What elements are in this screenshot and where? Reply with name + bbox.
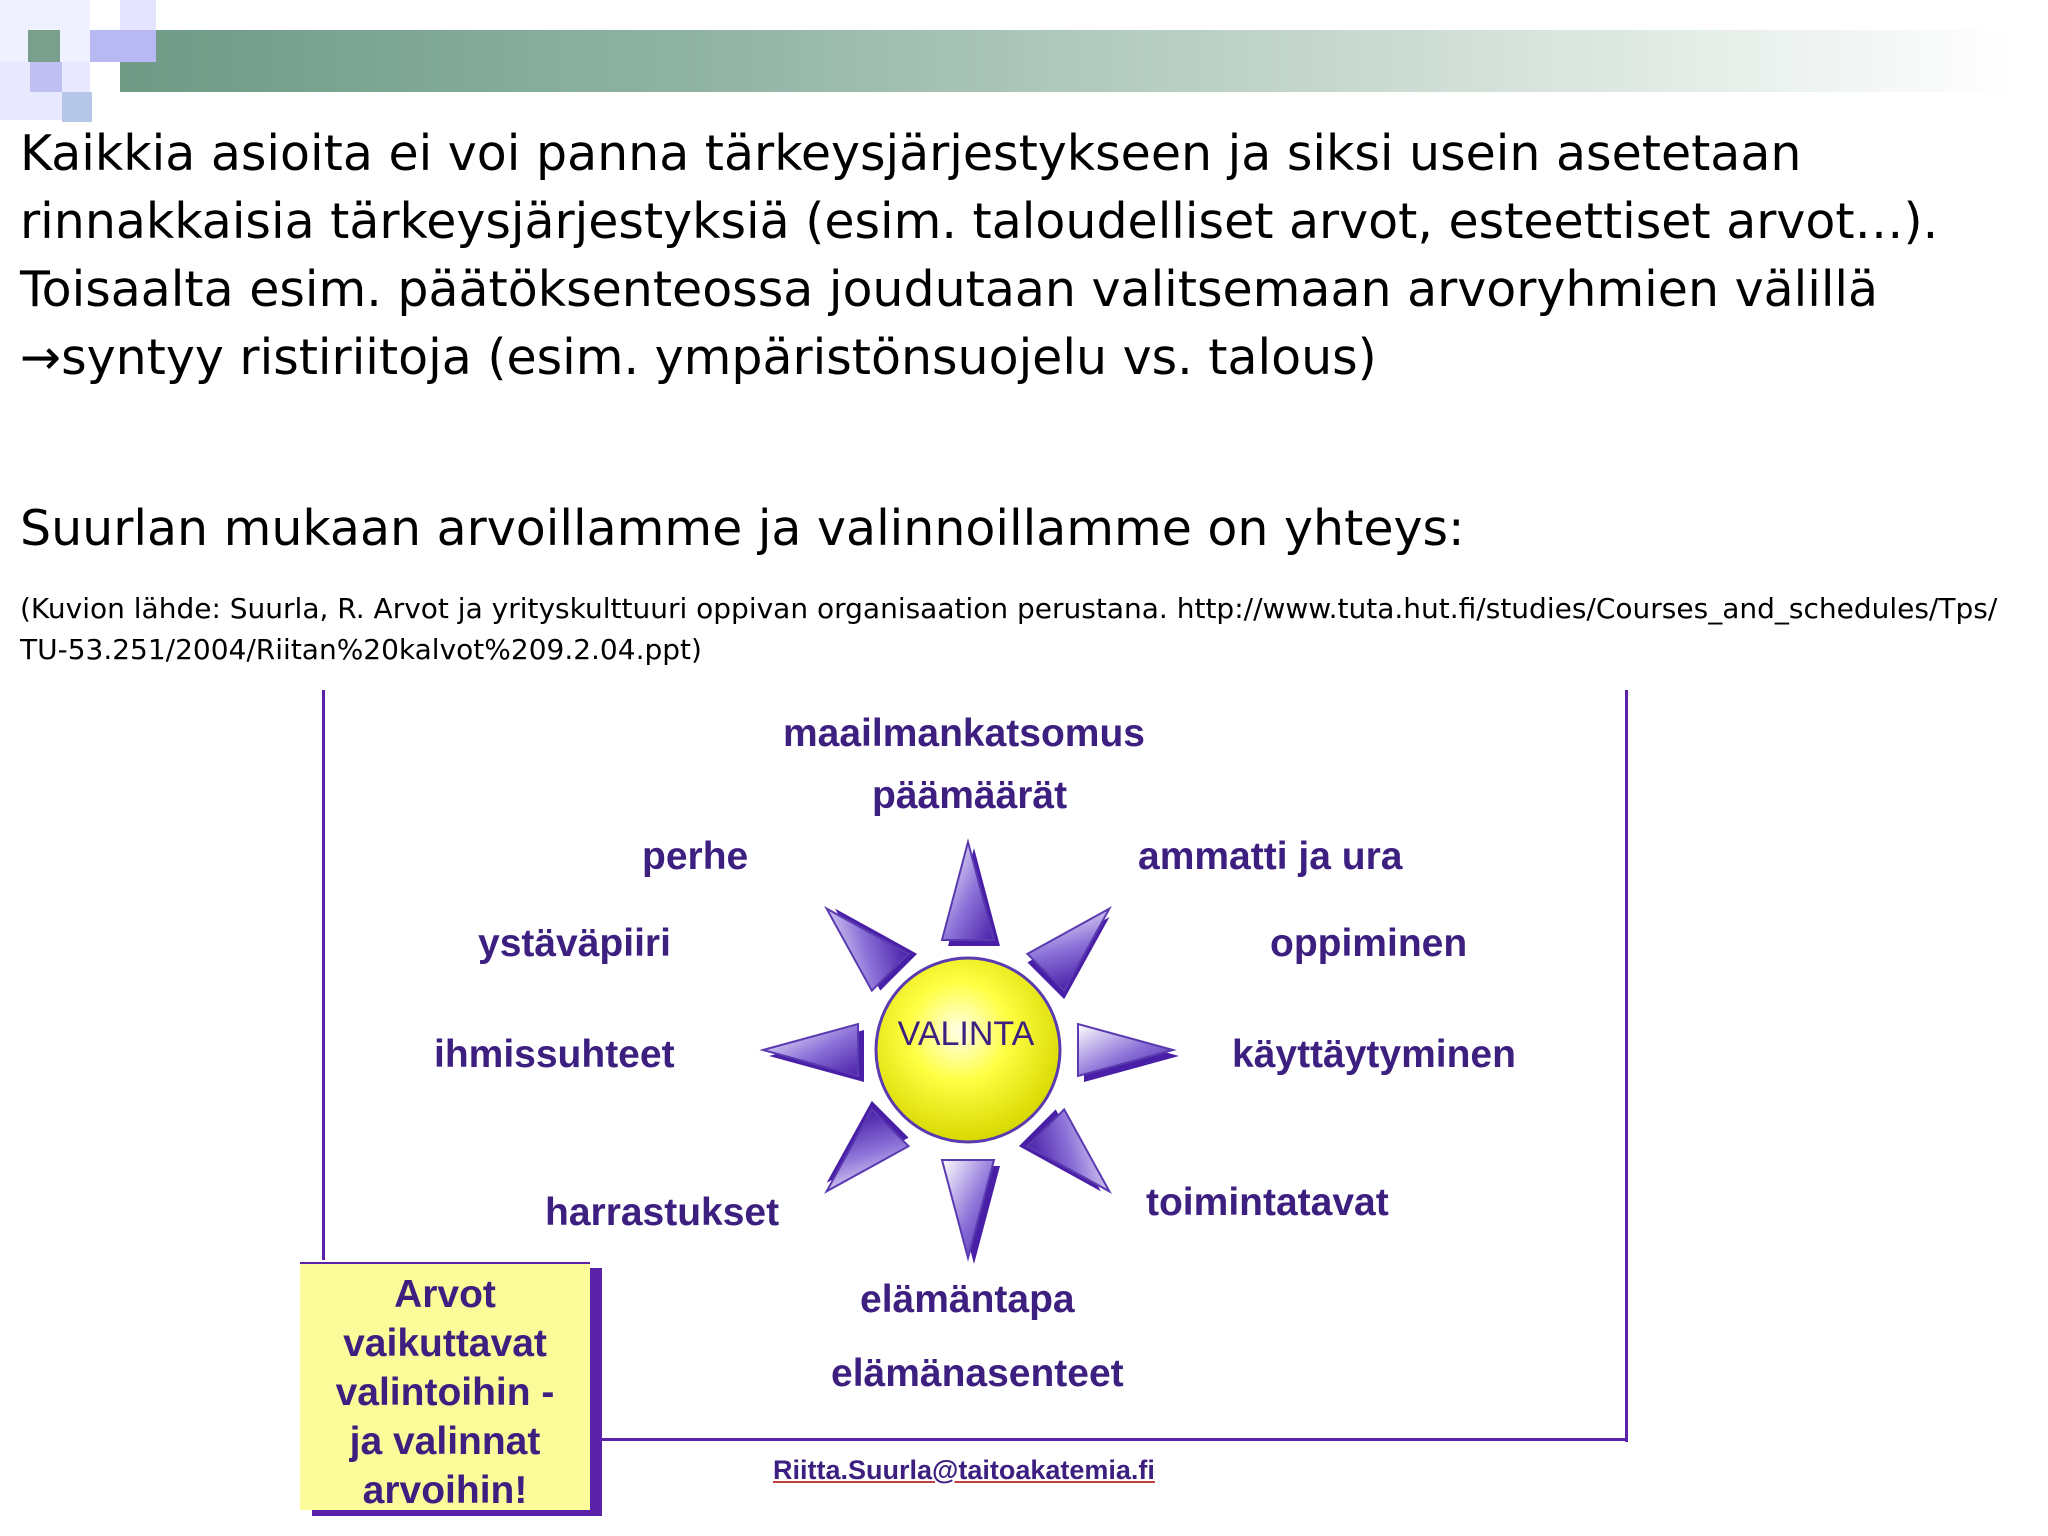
- arrow-symbol: →: [20, 329, 62, 386]
- ray-down-right: [1019, 1105, 1128, 1214]
- word-oppiminen: oppiminen: [1270, 922, 1468, 965]
- word-harrastukset: harrastukset: [545, 1191, 780, 1234]
- ray-up: [942, 842, 1000, 946]
- source-line-1: (Kuvion lähde: Suurla, R. Arvot ja yrityskulttuuri oppivan organisaation perustana. http://www.tuta.hut.fi/studies/Courses_and_schedules/Tps/: [20, 592, 1998, 625]
- author-email-link[interactable]: Riitta.Suurla@taitoakatemia.fi: [773, 1455, 1155, 1485]
- word-toimintatavat: toimintatavat: [1146, 1181, 1389, 1224]
- callout-line-3: valintoihin -: [335, 1371, 555, 1414]
- paragraph-text: Kaikkia asioita ei voi panna tärkeysjärjestykseen ja siksi usein asetetaan rinnakkaisia tärkeysjärjestyksiä (esim. taloudelliset arvot, esteettiset arvot…). Toisaalta esim. päätöksenteossa joudutaan valitsemaan arvoryhmien välillä: [20, 125, 1939, 318]
- ray-right: [1078, 1024, 1179, 1082]
- callout-line-1: Arvot: [394, 1273, 496, 1316]
- ray-left: [763, 1024, 864, 1082]
- ray-down-left: [804, 1101, 913, 1210]
- word-paamaarat: päämäärät: [872, 774, 1068, 817]
- word-ammatti-ja-ura: ammatti ja ura: [1138, 835, 1403, 878]
- word-maailmankatsomus: maailmankatsomus: [783, 712, 1145, 755]
- paragraph-continuation: syntyy ristiriitoja (esim. ympäristönsuojelu vs. talous): [61, 329, 1377, 386]
- word-elamantapa: elämäntapa: [860, 1278, 1075, 1321]
- section-heading: Suurlan mukaan arvoillamme ja valinnoillamme on yhteys:: [20, 500, 1465, 557]
- callout-line-2: vaikuttavat: [343, 1322, 547, 1365]
- word-elamanasenteet: elämänasenteet: [831, 1352, 1124, 1395]
- callout-line-4: ja valinnat: [349, 1420, 541, 1463]
- source-line-2: TU-53.251/2004/Riitan%20kalvot%209.2.04.ppt): [20, 633, 702, 666]
- sun-center-label: VALINTA: [897, 1015, 1035, 1053]
- ray-up-left: [808, 886, 917, 995]
- word-kayttaytyminen: käyttäytyminen: [1232, 1033, 1516, 1076]
- word-ystavapiiri: ystäväpiiri: [478, 922, 671, 965]
- values-callout-box: [300, 1262, 590, 1510]
- word-perhe: perhe: [642, 835, 749, 878]
- ray-down: [942, 1160, 1000, 1264]
- callout-line-5: arvoihin!: [362, 1469, 528, 1512]
- ray-up-right: [1023, 890, 1132, 999]
- word-ihmissuhteet: ihmissuhteet: [434, 1033, 675, 1076]
